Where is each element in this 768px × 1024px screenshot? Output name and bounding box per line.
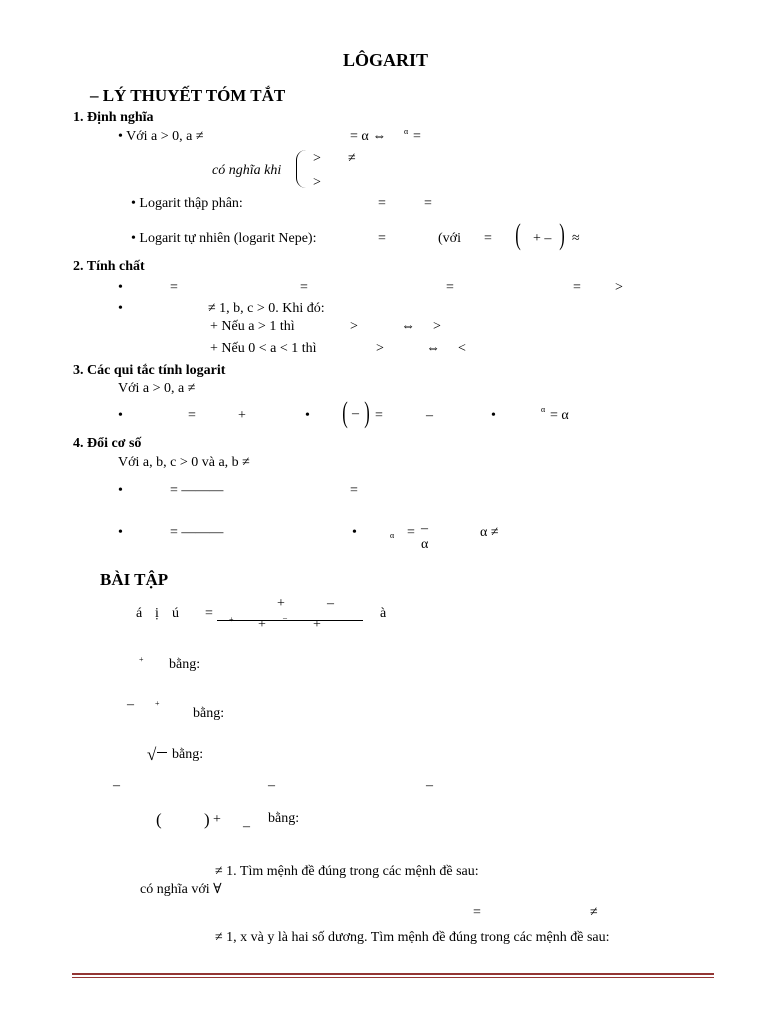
s1-log10-eq2: =: [424, 196, 432, 211]
s4-frac-num: –: [421, 521, 428, 536]
e5-label: bằng:: [268, 811, 300, 826]
s4-b1: •: [118, 483, 123, 498]
e1-num-plus: +: [277, 596, 285, 611]
e4-root: √: [147, 745, 157, 764]
footer-rule-top: [72, 973, 714, 975]
s1-cond1-gt: >: [313, 151, 321, 166]
e6-eq: =: [473, 905, 481, 920]
s3-heading: 3. Các qui tắc tính logarit: [73, 363, 226, 378]
e1-c: ú: [172, 606, 179, 621]
e4-label: bằng:: [172, 747, 204, 762]
s3-b2: •: [305, 408, 310, 423]
s4-frac-den: α: [421, 537, 429, 552]
s3-b1: •: [118, 408, 123, 423]
s2-r3-gt2: >: [433, 319, 441, 334]
e2-sup: +: [139, 655, 144, 664]
s3-sup: α: [541, 405, 546, 414]
s3-frac-dash: –: [352, 406, 359, 421]
e1-tail: à: [380, 606, 387, 621]
s2-r3-iff: ⇔: [401, 319, 415, 334]
s3-b3: •: [491, 408, 496, 423]
option-dash-1: –: [113, 778, 120, 793]
s1-ln-inner: + –: [533, 231, 552, 246]
s4-b3: •: [352, 525, 357, 540]
s2-r4-iff: ⇔: [426, 341, 440, 356]
s3-cond: Với a > 0, a ≠: [118, 381, 196, 396]
e1-eq: =: [205, 606, 213, 621]
s2-r1-bullet: •: [118, 280, 123, 295]
condition-brace: [296, 150, 307, 188]
ln-right-paren: ): [559, 218, 565, 251]
e5-rparen: ): [204, 810, 210, 829]
s3-eq2: =: [375, 408, 383, 423]
s3-plus: +: [238, 408, 246, 423]
s3-minus: –: [426, 408, 433, 423]
s2-r4-text: + Nếu 0 < a < 1 thì: [210, 341, 317, 356]
s4-eq2: =: [350, 483, 358, 498]
s1-definition-iff: = α ⇔: [350, 129, 387, 144]
s1-log10-eq1: =: [378, 196, 386, 211]
s3-eq3: = α: [550, 408, 569, 423]
s4-cond: Với a, b, c > 0 và a, b ≠: [118, 455, 250, 470]
e3-minus: –: [127, 697, 134, 712]
option-dash-3: –: [426, 778, 433, 793]
s2-r1-eq3: =: [446, 280, 454, 295]
page-title: LÔGARIT: [343, 50, 429, 70]
option-dash-2: –: [268, 778, 275, 793]
s4-sub-alpha: α: [390, 531, 395, 540]
s2-r3-text: + Nếu a > 1 thì: [210, 319, 295, 334]
s4-heading: 4. Đổi cơ số: [73, 436, 142, 451]
s3-eq1: =: [188, 408, 196, 423]
e6-option: có nghĩa với ∀: [140, 882, 222, 897]
s4-alpha-neq: α ≠: [480, 525, 499, 540]
ln-left-paren: (: [515, 218, 521, 251]
s1-ln-label: • Logarit tự nhiên (logarit Nepe):: [131, 231, 317, 246]
e5-plus: +: [213, 812, 221, 827]
section-heading-theory: – LÝ THUYẾT TÓM TẮT: [90, 86, 286, 105]
s1-condition-label: có nghĩa khi: [212, 163, 282, 178]
e6-question: ≠ 1. Tìm mệnh đề đúng trong các mệnh đề sau:: [215, 864, 479, 879]
s4-eq1: = ———: [170, 483, 224, 498]
s1-definition-sup: α: [404, 127, 409, 136]
e1-num-minus: –: [327, 596, 334, 611]
e1-den-plus1: +: [229, 615, 234, 624]
s2-r2-bullet: •: [118, 301, 123, 316]
e1-den-plus2: +: [258, 617, 266, 632]
e1-a: á: [136, 606, 143, 621]
e3-sup: +: [155, 699, 160, 708]
e1-den-minus: –: [283, 613, 287, 622]
s1-cond2-gt: >: [313, 175, 321, 190]
s1-heading: 1. Định nghĩa: [73, 110, 154, 125]
s1-ln-eq2: =: [484, 231, 492, 246]
e4-root-bar: [157, 752, 167, 753]
e1-fraction-bar: [217, 620, 363, 621]
s3-left-paren: (: [342, 396, 348, 429]
s2-r1-gt: >: [615, 280, 623, 295]
s1-log10-label: • Logarit thập phân:: [131, 196, 243, 211]
s1-ln-approx: ≈: [572, 231, 580, 246]
e7-question: ≠ 1, x và y là hai số dương. Tìm mệnh đề đúng trong các mệnh đề sau:: [215, 930, 610, 945]
s1-cond1-neq: ≠: [348, 151, 356, 166]
e3-label: bằng:: [193, 706, 225, 721]
e2-label: bằng:: [169, 657, 201, 672]
s2-heading: 2. Tính chất: [73, 259, 145, 274]
s2-r1-eq1: =: [170, 280, 178, 295]
s1-ln-voi: (với: [438, 231, 461, 246]
e5-minus: –: [243, 819, 250, 834]
footer-rule-bottom: [72, 977, 714, 978]
e1-b: ị: [155, 606, 159, 621]
s1-ln-eq1: =: [378, 231, 386, 246]
exercises-heading: BÀI TẬP: [100, 570, 169, 589]
s2-r2-text: ≠ 1, b, c > 0. Khi đó:: [208, 301, 325, 316]
e5-lparen: (: [156, 810, 162, 829]
s4-b2: •: [118, 525, 123, 540]
s2-r3-gt: >: [350, 319, 358, 334]
s2-r1-eq4: =: [573, 280, 581, 295]
s3-right-paren: ): [364, 396, 370, 429]
s1-definition-condition: • Với a > 0, a ≠: [118, 129, 204, 144]
s4-eq3: = ———: [170, 525, 224, 540]
s2-r4-gt: >: [376, 341, 384, 356]
e6-neq: ≠: [590, 905, 598, 920]
s4-eq4: =: [407, 525, 415, 540]
e1-den-plus3: +: [313, 617, 321, 632]
s2-r4-lt: <: [458, 341, 466, 356]
s1-definition-eq: =: [413, 129, 421, 144]
s2-r1-eq2: =: [300, 280, 308, 295]
